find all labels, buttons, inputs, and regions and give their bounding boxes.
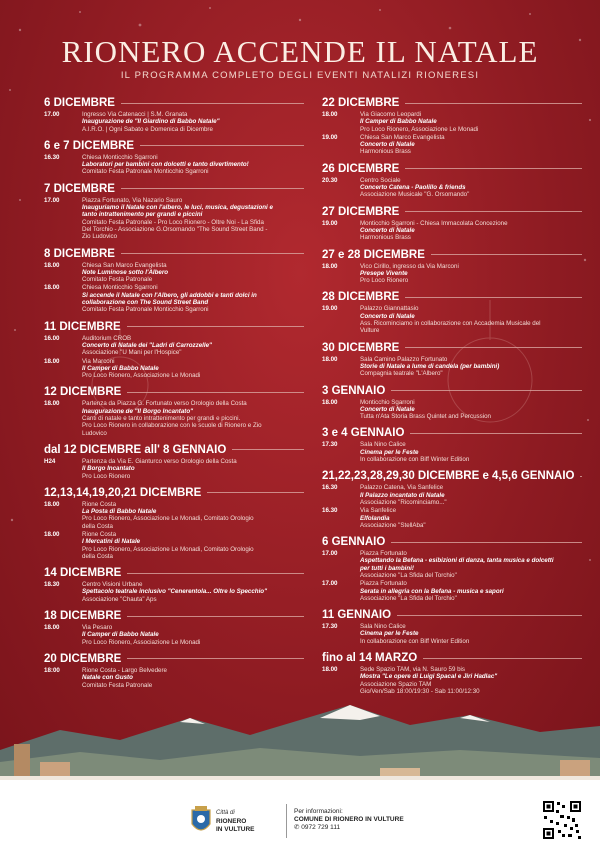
event-details (82, 667, 304, 689)
event-detail-line: della Costa (82, 522, 113, 530)
event-title: Storie di Natale a lume di candela (per bambini) (360, 362, 500, 370)
event-time: H24 (44, 457, 56, 465)
date-rule (127, 573, 304, 574)
event-title: Il Borgo Incantato (82, 465, 135, 473)
event-details (360, 399, 582, 421)
event-date: 11 GENNAIO (322, 609, 392, 622)
date-rule (127, 326, 304, 327)
event-detail-line: Chiesa Monticchio Sgarroni (82, 153, 158, 161)
event-item (44, 400, 304, 436)
event-block (322, 535, 582, 602)
event-title: per tutti i bambini! (360, 564, 414, 572)
event-time: 17.00 (44, 196, 60, 204)
event-detail-line: Tutta n'Ata Storia Brass Quintet and Percussion (360, 413, 491, 421)
event-title: Elfolandia (360, 514, 390, 522)
event-time: 19.00 (322, 133, 338, 141)
event-detail-line: Ingresso Via Catenacci | S.M. Granata (82, 111, 188, 118)
city-name (216, 818, 255, 833)
phone-icon: ✆ (294, 824, 300, 831)
event-detail-line: Rione Costa (82, 500, 117, 508)
event-detail-line: Sede Spazio TAM, via N. Sauro 59 bis (360, 666, 466, 674)
date-rule (405, 211, 582, 212)
event-details (82, 400, 304, 436)
date-rule (405, 168, 582, 169)
event-details (82, 197, 304, 241)
event-details (82, 581, 304, 603)
event-details (360, 580, 582, 602)
event-block (44, 96, 304, 133)
event-time: 18.00 (44, 261, 60, 269)
event-title: Concerto di Natale (360, 226, 415, 234)
event-detail-line: Associazione "Chauta" Aps (82, 595, 157, 603)
event-block (322, 205, 582, 242)
event-title: collaborazione con The Sound Street Band (82, 299, 209, 307)
city-name-line2: IN VULTURE (216, 825, 255, 833)
info-org: COMUNE DI RIONERO IN VULTURE (294, 816, 404, 823)
event-block (322, 290, 582, 334)
event-details (360, 220, 582, 242)
event-block (44, 566, 304, 603)
event-time: 17.00 (322, 550, 338, 558)
poster-subtitle: IL PROGRAMMA COMPLETO DEGLI EVENTI NATALIZI RIONERESI (120, 70, 480, 81)
event-detail-line: Comitato Festa Patronale - Pro Loco Rionero - Oltre Noi - La Sfida (82, 218, 264, 226)
event-item (322, 305, 582, 334)
event-time: 18.00 (322, 666, 338, 674)
event-item (322, 399, 582, 421)
event-block (44, 609, 304, 646)
event-detail-line: Zio Ludovico (82, 233, 118, 241)
event-date-row (44, 443, 304, 457)
date-rule (127, 616, 304, 617)
info-block (294, 808, 404, 832)
event-details (82, 284, 304, 313)
event-detail-line: Via Pesaro (82, 624, 113, 632)
event-date: 12,13,14,19,20,21 DICEMBRE (44, 486, 202, 499)
event-block (322, 162, 582, 199)
event-title: Spettacolo teatrale inclusivo "Cenerentola... Oltre lo Specchio" (82, 588, 268, 596)
event-block (44, 320, 304, 380)
event-detail-line: Rione Costa - Largo Belvedere (82, 666, 167, 674)
event-time: 18.00 (322, 111, 338, 118)
event-detail-line: Pro Loco Rionero, Associazione Le Monadi (82, 638, 201, 646)
event-detail-line: Pro Loco Rionero (360, 277, 409, 285)
event-date: 27 DICEMBRE (322, 205, 400, 218)
event-detail-line: Compagnia teatrale "L'Albero" (360, 370, 443, 378)
event-time: 19.00 (322, 219, 338, 227)
event-item (44, 531, 304, 560)
event-detail-line: Pro Loco Rionero, Associazione Le Monadi, Comitato Orologio (82, 545, 254, 553)
event-detail-line: Vico Cirillo, ingresso da Via Marconi (360, 262, 459, 270)
event-details (82, 335, 304, 357)
date-rule (391, 390, 582, 391)
event-item (44, 335, 304, 357)
event-item (322, 580, 582, 602)
event-detail-line: Associazione "La Sfida del Torchio" (360, 571, 457, 579)
event-detail-line: Rione Costa (82, 530, 117, 538)
event-date: 20 DICEMBRE (44, 652, 122, 665)
event-block (322, 651, 582, 695)
event-detail-line: Sala Camino Palazzo Fortunato (360, 355, 448, 363)
date-rule (423, 658, 582, 659)
date-rule (121, 103, 304, 104)
event-title: Laboratori per bambini con dolcetti e tanto divertimento! (82, 161, 249, 169)
event-detail-line: Palazzo Catena, Via Sanfelice (360, 484, 444, 492)
event-date: dal 12 DICEMBRE all' 8 GENNAIO (44, 443, 227, 456)
event-item (44, 262, 304, 284)
date-rule (127, 658, 304, 659)
event-title: I Mercatini di Natale (82, 538, 141, 546)
event-details (360, 134, 582, 156)
event-detail-line: Partenza da Piazza G. Fortunato verso Orologio della Costa (82, 400, 247, 408)
event-date: 3 e 4 GENNAIO (322, 427, 405, 440)
event-detail-line: della Costa (82, 552, 113, 560)
date-rule (121, 253, 304, 254)
event-title: Cinema per le Feste (360, 630, 419, 638)
event-title: Concerto Catena - Paolillo & friends (360, 184, 466, 192)
event-time: 18:00 (44, 666, 60, 674)
event-block (322, 96, 582, 156)
event-detail-line: A.I.R.O. | Ogni Sabato e Domenica di Dicembre (82, 125, 213, 133)
event-date: 7 DICEMBRE (44, 182, 115, 195)
event-title: Concerto di Natale (360, 405, 415, 413)
event-block (44, 182, 304, 241)
event-item (44, 154, 304, 176)
event-date: 8 DICEMBRE (44, 247, 115, 260)
event-title: Il Camper di Babbo Natale (82, 631, 159, 639)
event-detail-line: Ludovico (82, 429, 107, 437)
event-time: 18.00 (44, 357, 60, 365)
event-time: 16.30 (44, 153, 60, 161)
event-details (360, 441, 582, 463)
event-title: tanto intrattenimento per grandi e piccini (82, 211, 203, 219)
event-date: 3 GENNAIO (322, 384, 386, 397)
event-details (360, 305, 582, 334)
event-time: 17.30 (322, 623, 338, 631)
event-item (322, 356, 582, 378)
event-time: 18.00 (322, 262, 338, 270)
event-title: Si accende il Natale con l'Albero, gli addobbi e tanti dolci in (82, 291, 257, 299)
event-item (322, 623, 582, 645)
date-rule (140, 145, 304, 146)
event-date-row (44, 566, 304, 580)
event-title: Concerto di Natale (360, 312, 415, 320)
event-title: Presepe Vivente (360, 269, 408, 277)
event-date: 6 GENNAIO (322, 536, 386, 549)
event-title: Natale con Gusto (82, 674, 133, 682)
event-time: 17.30 (322, 441, 338, 449)
event-detail-line: Associazione Musicale "G. Orsomando" (360, 191, 470, 199)
date-rule (121, 188, 304, 189)
event-item (322, 134, 582, 156)
event-date-row (322, 162, 582, 176)
date-rule (431, 254, 582, 255)
event-detail-line: Ass. Ricominciamo in collaborazione con Accademia Musicale del (360, 320, 541, 328)
event-detail-line: Comitato Festa Patronale Monticchio Sgarroni (82, 306, 209, 314)
event-detail-line: Vulture (360, 327, 380, 335)
event-time: 17.00 (322, 580, 338, 588)
event-date-row (44, 320, 304, 334)
event-time: 18.00 (44, 624, 60, 632)
event-detail-line: Piazza Fortunato (360, 580, 407, 588)
event-details (360, 484, 582, 506)
event-date-row (322, 469, 582, 483)
date-rule (207, 492, 304, 493)
event-detail-line: Monticchio Sgarroni (360, 398, 415, 406)
event-time: 20.30 (322, 176, 338, 184)
event-date-row (44, 486, 304, 500)
event-detail-line: Comitato Festa Patronale (82, 276, 153, 284)
left-event-column (44, 96, 304, 695)
event-detail-line: Chiesa San Marco Evangelista (360, 133, 445, 141)
date-rule (397, 615, 582, 616)
event-block (322, 384, 582, 421)
event-date-row (322, 248, 582, 262)
event-date-row (322, 384, 582, 398)
event-date-row (44, 247, 304, 261)
event-title: Inauguriamo il Natale con l'albero, le luci, musica, degustazioni e (82, 204, 273, 212)
event-date: 12 DICEMBRE (44, 386, 122, 399)
event-title: Il Palazzo incantato di Natale (360, 491, 445, 499)
event-title: Aspettando la Befana - esibizioni di danza, tanta musica e dolcetti (360, 557, 554, 565)
event-detail-line: Comitato Festa Patronale (82, 681, 153, 689)
event-item (44, 284, 304, 313)
event-detail-line: Piazza Fortunato, Via Nazario Sauro (82, 196, 183, 204)
event-title: Inaugurazione de "Il Giardino di Babbo Natale" (82, 118, 220, 126)
event-detail-line: Chiesa Monticchio Sgarroni (82, 284, 158, 292)
event-time: 18.00 (44, 500, 60, 508)
mountain-landscape (0, 687, 600, 782)
event-details (82, 531, 304, 560)
event-date: 18 DICEMBRE (44, 610, 122, 623)
event-details (82, 262, 304, 284)
event-title: Cinema per le Feste (360, 448, 419, 456)
event-detail-line: Associazione "StellAba" (360, 521, 426, 529)
city-label-small: Città di (216, 810, 235, 816)
event-detail-line: Via Sanfelice (360, 507, 397, 515)
event-date-row (322, 426, 582, 440)
event-item (44, 111, 304, 133)
event-item (322, 441, 582, 463)
event-details (82, 154, 304, 176)
event-detail-line: Chiesa San Marco Evangelista (82, 261, 167, 269)
event-block (44, 486, 304, 560)
event-date-row (44, 139, 304, 153)
event-block (322, 341, 582, 378)
event-date-row (44, 182, 304, 196)
event-detail-line: Centro Visioni Urbane (82, 581, 143, 589)
event-title: Note Luminose sotto l'Albero (82, 268, 169, 276)
event-block (44, 652, 304, 689)
event-time: 16.00 (44, 334, 60, 342)
event-time: 18.00 (322, 398, 338, 406)
event-details (360, 356, 582, 378)
event-date-row (322, 96, 582, 110)
event-detail-line: Pro Loco Rionero, Associazione Le Monadi (360, 125, 479, 133)
event-detail-line: Associazione "U Mani per l'Hospice" (82, 349, 182, 357)
date-rule (391, 542, 582, 543)
event-detail-line: Via Marconi (82, 357, 115, 365)
info-phone[interactable]: 0972 729 111 (301, 824, 341, 831)
event-item (322, 220, 582, 242)
event-title: Mostra "Le opere di Luigi Spacal e Jiri Hadlac" (360, 673, 498, 681)
event-detail-line: Associazione "La Sfida del Torchio" (360, 594, 457, 602)
footer-divider (286, 804, 287, 838)
event-date-row (44, 609, 304, 623)
event-details (82, 624, 304, 646)
event-details (360, 623, 582, 645)
event-detail-line: Gio/Ven/Sab 18:00/19:30 - Sab 11:00/12:30 (360, 687, 480, 695)
event-detail-line: Del Torchio - Associazione G.Orsomando "The Sound Street Band - (82, 225, 268, 233)
event-item (322, 550, 582, 579)
event-time: 18.00 (44, 400, 60, 408)
event-detail-line: Pro Loco Rionero in collaborazione con le scuole di Rionero e Zio (82, 422, 262, 430)
event-detail-line: In collaborazione con Biff Winter Edition (360, 637, 470, 645)
event-detail-line: Auditorium CROB (82, 334, 132, 342)
event-detail-line: In collaborazione con Biff Winter Edition (360, 456, 470, 464)
event-detail-line: Pro Loco Rionero, Associazione Le Monadi (82, 372, 201, 380)
event-title: Concerto di Natale (360, 141, 415, 149)
event-details (360, 550, 582, 579)
event-title: Il Camper di Babbo Natale (360, 118, 437, 126)
event-date-row (322, 290, 582, 304)
event-item (322, 484, 582, 506)
event-detail-line: Pro Loco Rionero, Associazione Le Monadi, Comitato Orologio (82, 515, 254, 523)
date-rule (410, 433, 582, 434)
event-item (44, 667, 304, 689)
event-time: 18.00 (44, 284, 60, 292)
event-time: 19.00 (322, 305, 338, 313)
event-details (82, 458, 304, 480)
event-item (322, 177, 582, 199)
event-item (44, 624, 304, 646)
event-date-row (322, 651, 582, 665)
event-date: 6 e 7 DICEMBRE (44, 139, 135, 152)
city-crest-logo (190, 806, 212, 836)
event-block (44, 385, 304, 436)
event-date-row (44, 96, 304, 110)
event-detail-line: Harmonious Brass (360, 234, 411, 242)
event-item (322, 263, 582, 285)
date-rule (580, 476, 582, 477)
event-item (44, 458, 304, 480)
event-date: 30 DICEMBRE (322, 341, 400, 354)
event-time: 16.30 (322, 484, 338, 492)
event-details (360, 507, 582, 529)
event-detail-line: Associazione Spazio TAM (360, 680, 432, 688)
event-item (44, 581, 304, 603)
event-detail-line: Piazza Fortunato (360, 550, 407, 558)
event-date-row (322, 608, 582, 622)
event-block (322, 608, 582, 645)
event-detail-line: Associazione "Ricominciamo..." (360, 498, 447, 506)
event-time: 17.00 (44, 111, 60, 118)
date-rule (127, 392, 304, 393)
event-detail-line: Comitato Festa Patronale Monticchio Sgarroni (82, 168, 209, 176)
event-date: 21,22,23,28,29,30 DICEMBRE e 4,5,6 GENNAIO (322, 470, 575, 483)
event-details (82, 501, 304, 530)
event-date: 14 DICEMBRE (44, 567, 122, 580)
event-detail-line: Via Giacomo Leopardi (360, 111, 422, 118)
event-details (360, 263, 582, 285)
event-detail-line: Centro Sociale (360, 176, 401, 184)
event-item (44, 197, 304, 241)
event-detail-line: Harmonious Brass (360, 148, 411, 156)
event-item (44, 501, 304, 530)
event-item (322, 507, 582, 529)
event-detail-line: Monticchio Sgarroni - Chiesa Immacolata Concezione (360, 219, 508, 227)
event-time: 16.30 (322, 507, 338, 515)
event-item (44, 358, 304, 380)
event-date: 28 DICEMBRE (322, 291, 400, 304)
event-details (82, 111, 304, 133)
event-title: Concerto di Natale dei "Ladri di Carrozzelle" (82, 341, 212, 349)
event-title: Il Camper di Babbo Natale (82, 364, 159, 372)
poster-title: RIONERO ACCENDE IL NATALE (61, 34, 539, 69)
event-block (322, 248, 582, 285)
event-block (44, 443, 304, 480)
event-detail-line: Sala Nino Calice (360, 623, 406, 631)
event-date: 27 e 28 DICEMBRE (322, 248, 425, 261)
event-block (44, 139, 304, 176)
date-rule (405, 103, 582, 104)
event-detail-line: Canti di natale e tanto intrattenimento per grandi e piccini. (82, 415, 241, 423)
event-date-row (322, 205, 582, 219)
event-time: 18.30 (44, 581, 60, 589)
event-block (322, 426, 582, 463)
event-date-row (44, 652, 304, 666)
event-time: 18.00 (44, 530, 60, 538)
date-rule (405, 347, 582, 348)
event-date: 6 DICEMBRE (44, 97, 115, 109)
event-detail-line: Palazzo Giannattasio (360, 305, 419, 313)
event-details (360, 111, 582, 133)
date-rule (405, 297, 582, 298)
event-date-row (322, 535, 582, 549)
event-detail-line: Partenza da Via E. Gianturco verso Orologio della Costa (82, 457, 237, 465)
event-date: 26 DICEMBRE (322, 162, 400, 175)
event-title: La Posta di Babbo Natale (82, 508, 157, 516)
event-date: fino al 14 MARZO (322, 652, 418, 665)
info-label: Per informazioni: (294, 808, 343, 815)
event-detail-line: Pro Loco Rionero (82, 472, 131, 480)
event-block (322, 469, 582, 529)
event-block (44, 247, 304, 314)
event-title: Inaugurazione de "Il Borgo Incantato" (82, 407, 194, 415)
event-time: 18.00 (322, 355, 338, 363)
event-details (360, 177, 582, 199)
right-event-column (322, 96, 582, 701)
qr-code[interactable] (542, 800, 582, 840)
event-date-row (44, 385, 304, 399)
event-details (82, 358, 304, 380)
event-title: Serata in allegria con la Befana - musica e sapori (360, 587, 504, 595)
event-date: 22 DICEMBRE (322, 97, 400, 109)
event-date-row (322, 341, 582, 355)
event-detail-line: Sala Nino Calice (360, 441, 406, 449)
date-rule (232, 449, 304, 450)
city-name-line1: RIONERO (216, 818, 247, 825)
event-date: 11 DICEMBRE (44, 320, 121, 333)
event-item (322, 111, 582, 133)
